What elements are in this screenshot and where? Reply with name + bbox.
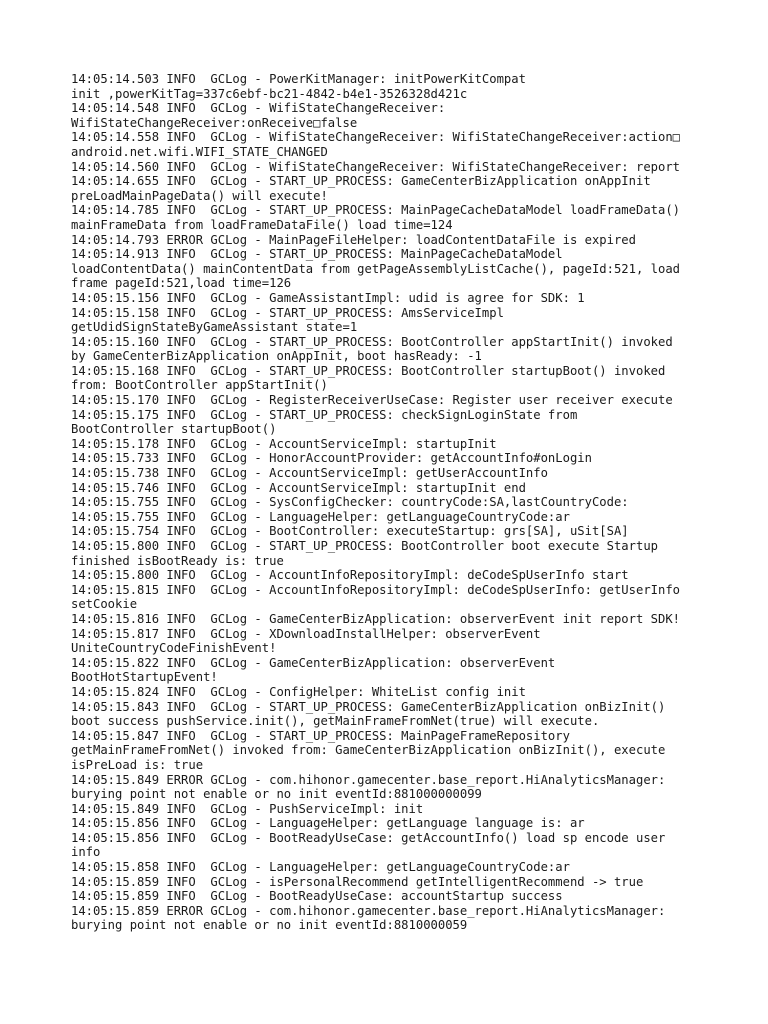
log-line: 14:05:15.156 INFO GCLog - GameAssistantImpl: udid is agree for SDK: 1 [71,290,585,305]
log-line: 14:05:15.843 INFO GCLog - START_UP_PROCESS: GameCenterBizApplication onBizInit() [71,699,666,714]
log-line: 14:05:15.754 INFO GCLog - BootController: executeStartup: grs[SA], uSit[SA] [71,524,629,539]
log-line: BootHotStartupEvent! [71,670,218,685]
log-line: 14:05:15.746 INFO GCLog - AccountServiceImpl: startupInit end [71,480,526,495]
log-line: BootController startupBoot() [71,422,277,437]
log-line: 14:05:14.548 INFO GCLog - WifiStateChangeReceiver: [71,101,446,116]
log-line: 14:05:15.178 INFO GCLog - AccountServiceImpl: startupInit [71,436,497,451]
log-line: preLoadMainPageData() will execute! [71,188,328,203]
log-line: 14:05:14.558 INFO GCLog - WifiStateChangeReceiver: WifiStateChangeReceiver:action□ [71,130,681,145]
log-line: mainFrameData from loadFrameDataFile() load time=124 [71,217,453,232]
log-line: getUdidSignStateByGameAssistant state=1 [71,320,358,335]
log-line: init ,powerKitTag=337c6ebf-bc21-4842-b4e1-3526328d421c [71,86,468,101]
log-line: getMainFrameFromNet() invoked from: GameCenterBizApplication onBizInit(), execute [71,743,666,758]
log-line: 14:05:15.858 INFO GCLog - LanguageHelper: getLanguageCountryCode:ar [71,860,570,875]
log-line: 14:05:15.822 INFO GCLog - GameCenterBizApplication: observerEvent [71,655,556,670]
log-line: loadContentData() mainContentData from getPageAssemblyListCache(), pageId:521, load [71,261,681,276]
log-line: 14:05:15.856 INFO GCLog - BootReadyUseCase: getAccountInfo() load sp encode user [71,830,666,845]
log-line: frame pageId:521,load time=126 [71,276,292,291]
log-line: WifiStateChangeReceiver:onReceive□false [71,115,358,130]
log-line: 14:05:15.160 INFO GCLog - START_UP_PROCESS: BootController appStartInit() invoked [71,334,673,349]
log-line: 14:05:15.755 INFO GCLog - LanguageHelper: getLanguageCountryCode:ar [71,509,570,524]
log-line: 14:05:14.785 INFO GCLog - START_UP_PROCESS: MainPageCacheDataModel loadFrameData() [71,203,681,218]
log-line: 14:05:14.503 INFO GCLog - PowerKitManager: initPowerKitCompat [71,72,526,86]
log-line: from: BootController appStartInit() [71,378,328,393]
log-line: 14:05:15.824 INFO GCLog - ConfigHelper: WhiteList config init [71,684,526,699]
log-line: UniteCountryCodeFinishEvent! [71,641,277,656]
log-line: info [71,845,101,860]
log-line: 14:05:15.849 INFO GCLog - PushServiceImpl: init [71,801,424,816]
log-line: 14:05:14.913 INFO GCLog - START_UP_PROCESS: MainPageCacheDataModel [71,247,563,262]
log-line: setCookie [71,597,138,612]
log-line: 14:05:15.847 INFO GCLog - START_UP_PROCESS: MainPageFrameRepository [71,728,570,743]
log-line: 14:05:15.158 INFO GCLog - START_UP_PROCESS: AmsServiceImpl [71,305,504,320]
log-line: 14:05:15.175 INFO GCLog - START_UP_PROCESS: checkSignLoginState from [71,407,578,422]
log-line: isPreLoad is: true [71,757,204,772]
log-line: android.net.wifi.WIFI_STATE_CHANGED [71,144,328,159]
log-line: 14:05:15.816 INFO GCLog - GameCenterBizApplication: observerEvent init report SDK! [71,611,681,626]
log-line: burying point not enable or no init eventId:881000000099 [71,787,482,802]
log-line: by GameCenterBizApplication onAppInit, boot hasReady: -1 [71,349,482,364]
log-line: finished isBootReady is: true [71,553,284,568]
log-line: 14:05:15.859 INFO GCLog - isPersonalRecommend getIntelligentRecommend -> true [71,874,644,889]
log-line: 14:05:15.859 INFO GCLog - BootReadyUseCase: accountStartup success [71,889,563,904]
log-line: boot success pushService.init(), getMainFrameFromNet(true) will execute. [71,714,600,729]
log-line: 14:05:14.560 INFO GCLog - WifiStateChangeReceiver: WifiStateChangeReceiver: report [71,159,681,174]
log-line: 14:05:15.856 INFO GCLog - LanguageHelper: getLanguage language is: ar [71,816,585,831]
log-line: 14:05:15.859 ERROR GCLog - com.hihonor.gamecenter.base_report.HiAnalyticsManager: [71,903,666,918]
log-line: 14:05:15.738 INFO GCLog - AccountServiceImpl: getUserAccountInfo [71,466,548,481]
log-line: 14:05:15.817 INFO GCLog - XDownloadInstallHelper: observerEvent [71,626,541,641]
log-line: 14:05:15.800 INFO GCLog - AccountInfoRepositoryImpl: deCodeSpUserInfo start [71,568,629,583]
log-line: 14:05:15.170 INFO GCLog - RegisterReceiverUseCase: Register user receiver execute [71,393,673,408]
log-line: burying point not enable or no init eventId:8810000059 [71,918,468,933]
log-line: 14:05:15.800 INFO GCLog - START_UP_PROCESS: BootController boot execute Startup [71,539,658,553]
log-line: 14:05:14.793 ERROR GCLog - MainPageFileHelper: loadContentDataFile is expired [71,232,636,247]
log-text-body [71,72,721,933]
log-line: 14:05:15.815 INFO GCLog - AccountInfoRepositoryImpl: deCodeSpUserInfo: getUserInfo [71,582,681,597]
log-line: 14:05:15.733 INFO GCLog - HonorAccountProvider: getAccountInfo#onLogin [71,451,592,466]
log-line: 14:05:15.168 INFO GCLog - START_UP_PROCESS: BootController startupBoot() invoked [71,363,666,378]
log-line: 14:05:15.849 ERROR GCLog - com.hihonor.gamecenter.base_report.HiAnalyticsManager: [71,772,666,787]
log-line: 14:05:14.655 INFO GCLog - START_UP_PROCESS: GameCenterBizApplication onAppInit [71,174,651,189]
log-line: 14:05:15.755 INFO GCLog - SysConfigChecker: countryCode:SA,lastCountryCode: [71,495,629,510]
